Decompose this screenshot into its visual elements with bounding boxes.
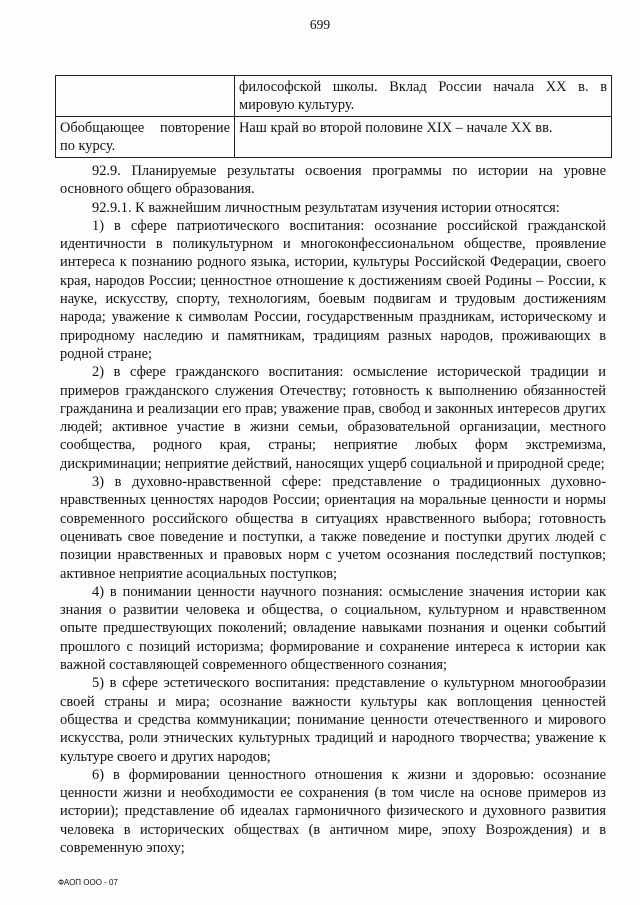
table-cell-content: Наш край во второй половине XIX – начале XX вв. [235, 117, 612, 158]
curriculum-table [55, 75, 612, 158]
footer-code: ФАОП ООО - 07 [58, 878, 118, 887]
table-cell-topic [56, 76, 235, 117]
table-row [56, 117, 612, 158]
list-item: 6) в формировании ценностного отношения к жизни и здоровью: осознание ценности жизни и необходимости ее сохранения (в том числе на основе примеров из истории); представление об идеалах гармоничного физического и духовного развития человека в исторических обществах (в античном мире, эпоху Возрождения) и в современную эпоху; [60, 766, 606, 856]
section-heading: 92.9. Планируемые результаты освоения программы по истории на уровне основного общего образования. [60, 163, 606, 198]
table-cell-content: философской школы. Вклад России начала XX в. в мировую культуру. [235, 76, 612, 117]
list-item: 1) в сфере патриотического воспитания: осознание российской гражданской идентичности в поликультурном и многоконфессиональном обществе, проявление интереса к познанию родного языка, истории, культуры Российской Федерации, своего края, народов России; ценностное отношение к достижениям своей Родины – России, к науке, искусству, спорту, технологиям, боевым подвигам и трудовым достижениям народа; уважение к символам России, государственным праздникам, историческому и природному наследию и памятникам, традициям разных народов, проживающих в родной стране; [60, 217, 606, 362]
document-body [60, 162, 606, 857]
table-row [56, 76, 612, 117]
list-item: 4) в понимании ценности научного познания: осмысление значения истории как знания о развитии человека и общества, о социальном, культурном и нравственном опыте предшествующих поколений; овладение навыками познания и оценки событий прошлого с позиций историзма; формирование и сохранение интереса к истории как важной составляющей современного общественного сознания; [60, 583, 606, 674]
list-item: 5) в сфере эстетического воспитания: представление о культурном многообразии своей страны и мира; осознание важности культуры как воплощения ценностей общества и средства коммуникации; понимание ценности отечественного и мирового искусства, роли этнических культурных традиций и народного творчества; уважение к культуре своего и других народов; [60, 675, 606, 765]
page-number: 699 [309, 17, 331, 32]
subsection-intro: 92.9.1. К важнейшим личностным результатам изучения истории относятся: [92, 199, 560, 216]
list-item: 2) в сфере гражданского воспитания: осмысление исторической традиции и примеров гражданского служения Отечеству; готовность к выполнению обязанностей гражданина и реализации его прав; уважение прав, свобод и законных интересов других людей; активное участие в жизни семьи, образовательной организации, местного сообщества, родного края, страны; неприятие любых форм экстремизма, дискриминации; неприятие действий, наносящих ущерб социальной и природной среде; [60, 364, 606, 472]
list-item: 3) в духовно-нравственной сфере: представление о традиционных духовно-нравственных ценностях народов России; ориентация на моральные ценности и нормы современного российского общества в ситуациях нравственного выбора; готовность оценивать свое поведение и поступки, а также поведение и поступки других людей с позиции нравственных и правовых норм с учетом осознания последствий поступков; активное неприятие асоциальных поступков; [60, 474, 606, 582]
table-cell-topic: Обобщающее повторение по курсу. [56, 117, 235, 158]
